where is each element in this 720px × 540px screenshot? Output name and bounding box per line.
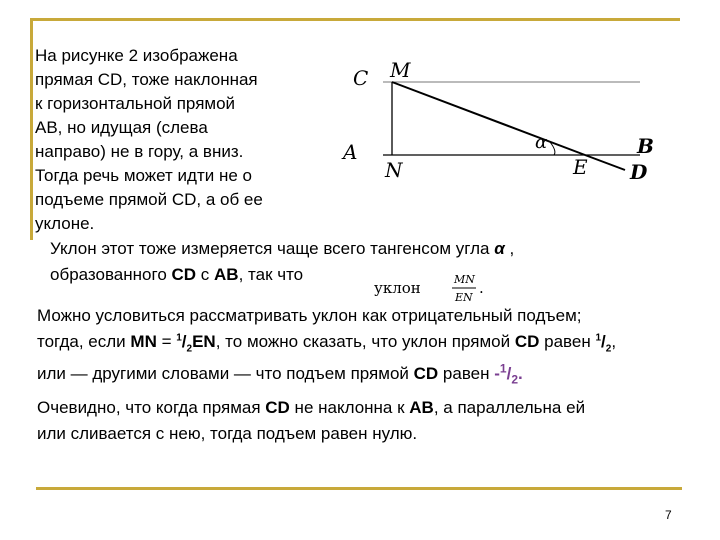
frame-left-rule	[30, 18, 33, 240]
label-b: B	[637, 134, 654, 158]
paragraph-slope-measure: Уклон этот тоже измеряется чаще всего тангенсом угла α , образованного CD с AB, так что	[50, 239, 515, 284]
slope-diagram	[335, 55, 675, 185]
slope-formula	[372, 270, 492, 306]
label-c: C	[353, 66, 369, 90]
formula-end: .	[479, 279, 484, 297]
label-d: D	[630, 160, 648, 184]
formula-denominator: EN	[455, 291, 473, 304]
paragraph-zero-rise: Очевидно, что когда прямая CD не наклонна к AB, а параллельна ей или сливается с нею, тогда подъем равен нулю.	[37, 398, 586, 443]
formula-word: уклон	[374, 279, 421, 297]
page-number: 7	[665, 508, 672, 522]
paragraph-rise-value: или — другими словами — что подъем прямой CD равен $-^1/_2$.	[37, 361, 523, 387]
line-cd-extension	[585, 155, 625, 170]
formula-numerator: MN	[454, 273, 475, 286]
alpha-symbol: α	[494, 239, 505, 258]
frame-bottom-rule	[36, 487, 682, 490]
line-cd	[392, 82, 585, 155]
frame-top-rule	[30, 18, 680, 21]
label-n: N	[385, 158, 403, 182]
label-alpha: α	[535, 132, 548, 153]
label-e: E	[573, 155, 588, 179]
negative-half-value: $-^1/_2$.	[494, 361, 523, 387]
intro-paragraph: На рисунке 2 изображена прямая CD, тоже наклонная к горизонтальной прямой AB, но идущая (слева направо) не в гору, а вниз. Тогда речь может идти не о подъеме прямой CD, а об ее уклоне.	[35, 46, 263, 233]
paragraph-negative-rise: Можно условиться рассматривать уклон как отрицательный подъем; тогда, если MN = $^1/_2EN$, то можно сказать, что уклон прямой CD равен $^1/_2$,	[37, 306, 617, 355]
label-m: M	[390, 58, 411, 82]
label-a: A	[343, 140, 358, 164]
